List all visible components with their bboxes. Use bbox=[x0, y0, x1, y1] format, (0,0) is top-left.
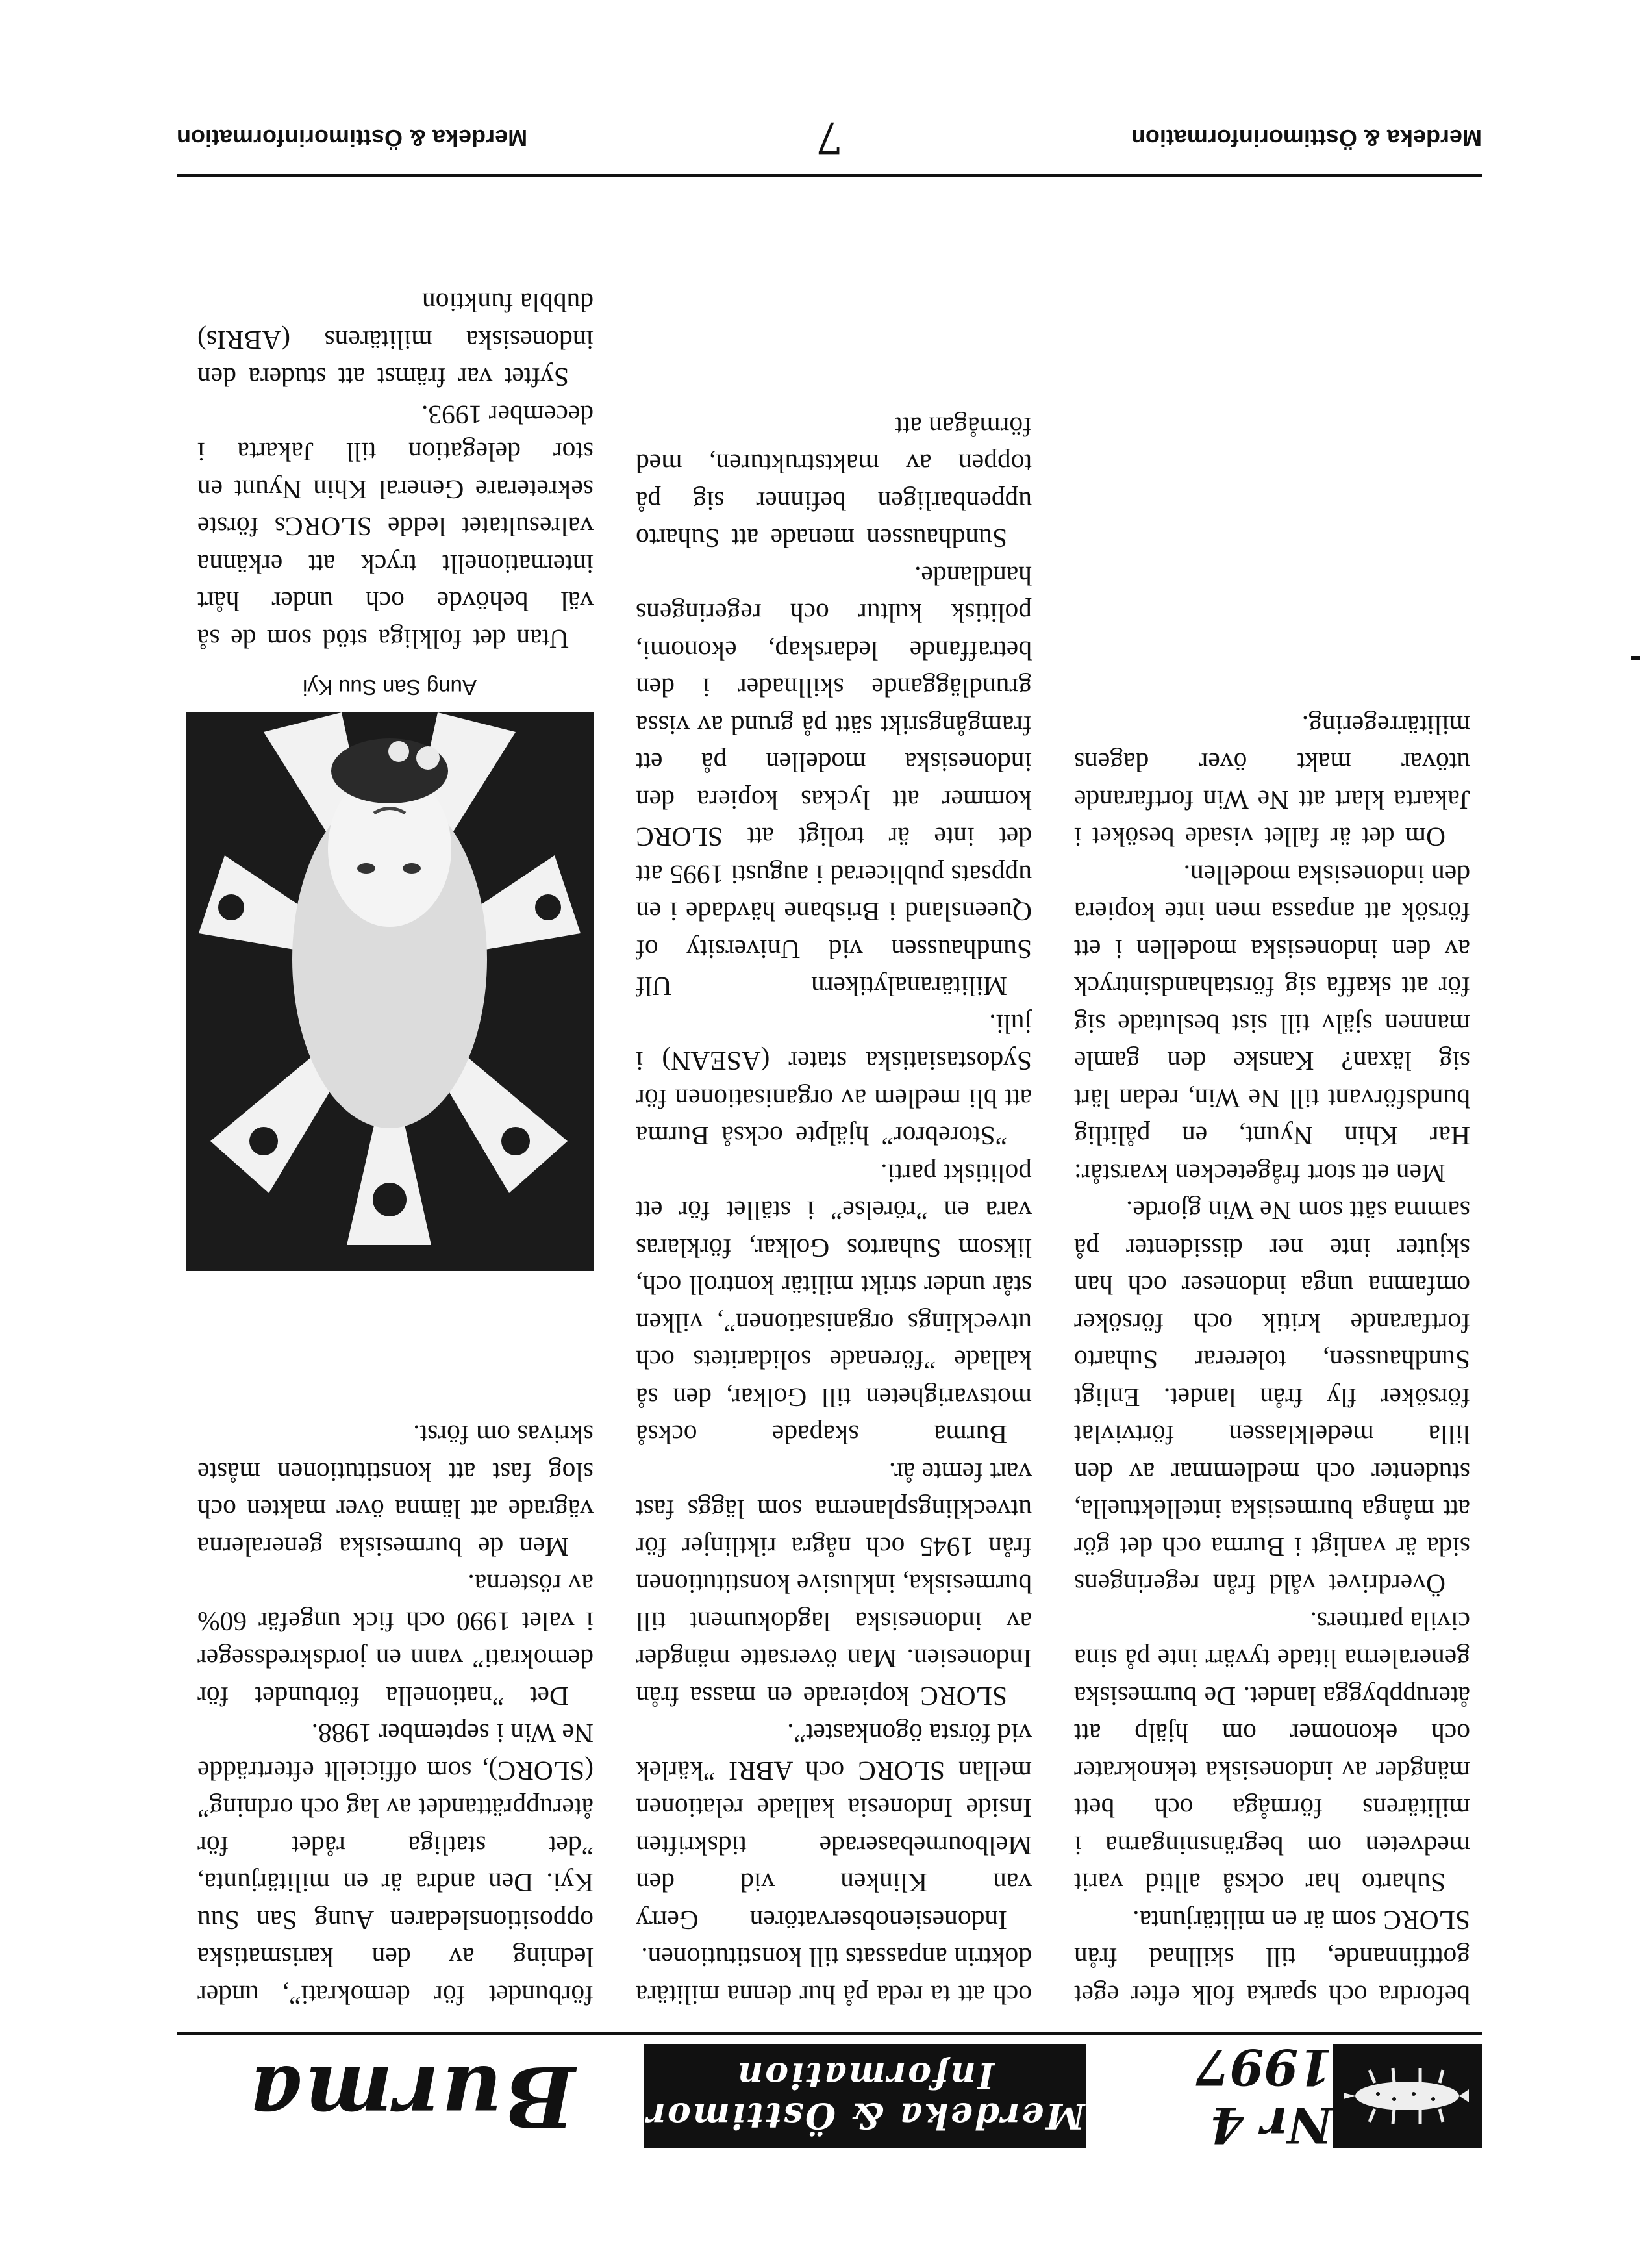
paragraph: befordra och sparka folk efter eget gottfinnande, till skillnad från SLORC som är en militärjunta. bbox=[1074, 1906, 1470, 2010]
country-title: Burma bbox=[245, 2047, 575, 2145]
footer-rule bbox=[177, 174, 1482, 177]
article-column-2 bbox=[636, 221, 1032, 2013]
paragraph: Utan det folkliga stöd som de så väl behövde och under hårt internationellt tryck att erkänna valresultatet ledde SLORCs förste sekreterare General Khin Nyunt en stor delegation till Jakarta i december 1993. bbox=[197, 400, 594, 654]
paragraph: Men de burmesiska generalerna vägrade att lämna över makten och slog fast att konstitutionen måste skrivas om först. bbox=[197, 1420, 594, 1562]
portrait-image bbox=[186, 712, 594, 1271]
paragraph: SLORC kopierade en massa från Indonesien. Man översatte mängder av indonesiska lagdokument till burmesiska, inklusive konstitutionen från 1945 och några riktlinjer för utvecklingsplanerna som läggs fast vart femte år. bbox=[636, 1457, 1032, 1711]
paragraph: Suharto har också alltid varit medveten om begränsningarna i militärens förmåga och bett mängder av indonesiska teknokrater och ekonomer om hjälp att återuppbygga landet. De burmesiska generalerna litade tyvärr inte på sina civila partners. bbox=[1074, 1607, 1470, 1898]
scan-mark bbox=[1631, 656, 1640, 660]
paragraph: och att ta reda på hur denna militära doktrin anpassats till konstitutionen. bbox=[636, 1943, 1032, 2010]
article-column-1 bbox=[1074, 214, 1470, 2013]
masthead-title: Merdeka & Östtimor bbox=[645, 2095, 1085, 2137]
paragraph: Syftet var främst att studera den indonesiska militärens (ABRIs) dubbla funktion bbox=[197, 288, 594, 393]
paragraph: ”Storebror” hjälpte också Burma att bli medlem av organisationen för Sydostasiatiska stater (ASEAN) i juli. bbox=[636, 1009, 1032, 1152]
paragraph: Det ”nationella förbundet för demokrati” vann en jordskredsseger i valet 1990 och fick ungefär 60% av rösterna. bbox=[197, 1569, 594, 1711]
paragraph: Burma skapade också motsvarigheten till Golkar, den så kallade ”förenade solidaritets och utvecklings organisationen”, vilken står under strikt militär kontroll och, liksom Suhartos Golkar, förklaras vara en ”rörelse” i stället för ett politiskt parti. bbox=[636, 1159, 1032, 1450]
paragraph: förbundet för demokrati”, under ledning av den karismatiska oppositionsledaren Aung San Suu Kyi. Den andra är en militärjunta, ”det statliga rådet för återupprättandet av lag och ordning” (SLORC), som officiellt efterträdde Ne Win i september 1988. bbox=[197, 1719, 594, 2010]
paragraph: Överdrivet våld från regeringens sida är vanligt i Burma och det gör att många burmesiska intellektuella, studenter och medlemmar av den lilla medelklassen förtvivlat försöker fly från landet. Enligt Sundhaussen, tolererar Suharto fortfarande kritik och försöker omfamna unga indoneser och han skjuter inte ner dissidenter på samma sätt som Ne Win gjorde. bbox=[1074, 1196, 1470, 1600]
header-rule bbox=[177, 2032, 1482, 2035]
photo-caption: Aung San Suu Kyi bbox=[303, 675, 477, 699]
article-column-3-bottom bbox=[197, 177, 594, 657]
footer-publication-right: Merdeka & Östtimorinformation bbox=[177, 125, 528, 151]
page-header bbox=[177, 2038, 1482, 2154]
page-footer bbox=[177, 108, 1482, 167]
page-number: 7 bbox=[816, 112, 843, 163]
paragraph: Indonesienobservatören Gerry van Klinken vid den Melbournebaserade tidskriften Inside Indonesia kallade relationen mellan SLORC och ABRI ”kärlek vid första ögonkastet”. bbox=[636, 1719, 1032, 1935]
issue-number: Nr 4 1997 bbox=[1195, 2038, 1333, 2154]
crocodile-logo-icon bbox=[1342, 2054, 1472, 2138]
masthead-subtitle: Information bbox=[735, 2055, 995, 2097]
article-column-3-top bbox=[197, 1286, 594, 2013]
paragraph: Sundhaussen menade att Suharto uppenbarligen befinner sig på toppen av maktstrukturen, med förmågan att bbox=[636, 412, 1032, 554]
paragraph: Om det är fallet visade besöket i Jakarta klart att Ne Win fortfarande utövar makt över dagens militärregering. bbox=[1074, 711, 1470, 853]
portrait-photo bbox=[186, 712, 594, 1271]
masthead bbox=[644, 2044, 1086, 2148]
paragraph: Men ett stort frågetecken kvarstår: Har Khin Nyunt, en pålitlig bundsförvant till Ne Win, redan lärt sig läxan? Kanske den gamle mannen själv till sist beslutade sig för att skaffa sig förstahandsintryck av den indonesiska modellen i ett försök att anpassa men inte kopiera den indonesiska modellen. bbox=[1074, 860, 1470, 1189]
footer-publication-left: Merdeka & Östtimorinformation bbox=[1131, 125, 1482, 151]
paragraph: Militäranalytikern Ulf Sundhaussen vid University of Queensland i Brisbane hävdade i en uppsats publicerad i augusti 1995 att det inte är troligt att SLORC kommer att lyckas kopiera den indonesiska modellen på ett framgångsrikt sätt på grund av vissa grundläggande skillnader i den betraffande ledarskap, ekonomi, politisk kultur och regeringens handlande. bbox=[636, 561, 1032, 1002]
newsletter-logo bbox=[1333, 2044, 1482, 2148]
